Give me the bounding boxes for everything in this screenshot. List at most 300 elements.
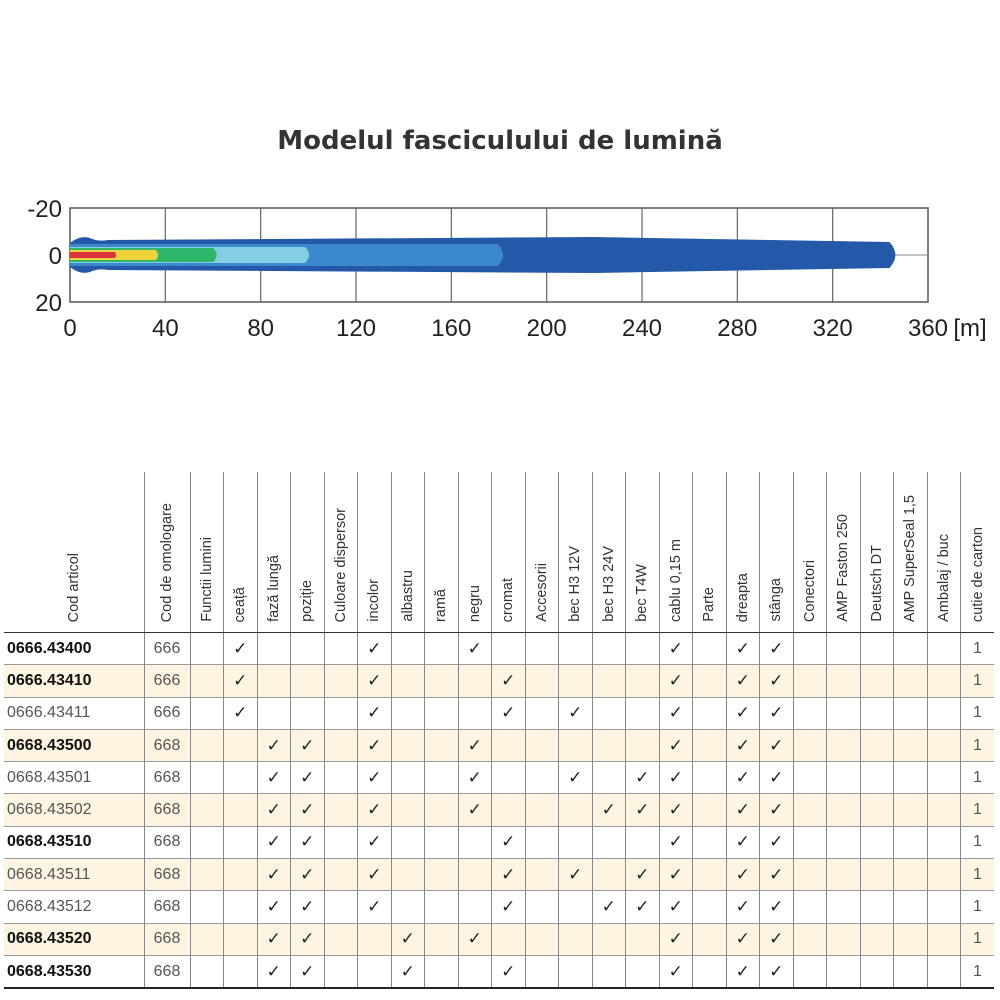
checkmark-icon: ✓ xyxy=(735,800,750,821)
spec-cell xyxy=(492,923,526,955)
spec-cell xyxy=(425,955,459,988)
spec-cell xyxy=(793,633,827,665)
column-header-label: ceață xyxy=(232,586,249,622)
checkmark-icon: ✓ xyxy=(668,735,683,756)
column-header xyxy=(425,472,459,633)
spec-cell xyxy=(927,891,961,923)
spec-cell xyxy=(760,859,794,891)
column-header xyxy=(927,472,961,633)
column-header-label: albastru xyxy=(399,570,416,622)
checkmark-icon: ✓ xyxy=(735,638,750,659)
checkmark-icon: ✓ xyxy=(300,897,315,918)
spec-cell xyxy=(726,665,760,697)
checkmark-icon: ✓ xyxy=(266,864,281,885)
checkmark-icon: ✓ xyxy=(467,929,482,950)
spec-cell xyxy=(860,665,894,697)
column-header-label: Functii lumini xyxy=(198,537,215,622)
spec-cell xyxy=(425,794,459,826)
spec-cell xyxy=(726,633,760,665)
checkmark-icon: ✓ xyxy=(300,864,315,885)
table-row xyxy=(4,891,994,923)
spec-cell xyxy=(760,633,794,665)
homologation-code-cell: 668 xyxy=(144,955,190,988)
quantity-cell: 1 xyxy=(961,826,995,858)
spec-cell xyxy=(793,729,827,761)
checkmark-icon: ✓ xyxy=(735,929,750,950)
checkmark-icon: ✓ xyxy=(467,767,482,788)
spec-cell xyxy=(525,729,559,761)
table-row xyxy=(4,955,994,988)
spec-cell xyxy=(324,891,358,923)
spec-cell xyxy=(257,859,291,891)
spec-cell xyxy=(659,762,693,794)
checkmark-icon: ✓ xyxy=(769,767,784,788)
spec-cell xyxy=(224,729,258,761)
quantity-cell: 1 xyxy=(961,923,995,955)
spec-cell xyxy=(927,923,961,955)
spec-cell xyxy=(525,859,559,891)
checkmark-icon: ✓ xyxy=(668,800,683,821)
spec-cell xyxy=(492,729,526,761)
homologation-code-cell: 668 xyxy=(144,729,190,761)
table-row xyxy=(4,697,994,729)
spec-cell xyxy=(793,697,827,729)
spec-cell xyxy=(425,633,459,665)
spec-cell xyxy=(793,955,827,988)
spec-cell xyxy=(492,955,526,988)
spec-cell xyxy=(458,891,492,923)
spec-cell xyxy=(257,923,291,955)
checkmark-icon: ✓ xyxy=(735,735,750,756)
spec-cell xyxy=(592,923,626,955)
checkmark-icon: ✓ xyxy=(769,832,784,853)
x-tick-label: 120 xyxy=(335,315,377,342)
spec-cell xyxy=(860,859,894,891)
column-header xyxy=(760,472,794,633)
spec-cell xyxy=(559,923,593,955)
spec-cell xyxy=(492,762,526,794)
spec-cell xyxy=(324,955,358,988)
spec-cell xyxy=(324,859,358,891)
spec-cell xyxy=(291,955,325,988)
column-header xyxy=(793,472,827,633)
spec-cell xyxy=(592,697,626,729)
checkmark-icon: ✓ xyxy=(568,767,583,788)
spec-cell xyxy=(391,955,425,988)
spec-cell xyxy=(760,665,794,697)
column-header xyxy=(458,472,492,633)
spec-cell xyxy=(626,891,660,923)
spec-cell xyxy=(391,633,425,665)
column-header xyxy=(894,472,928,633)
homologation-code-cell: 668 xyxy=(144,762,190,794)
checkmark-icon: ✓ xyxy=(769,929,784,950)
article-code-cell: 0668.43530 xyxy=(4,955,144,988)
spec-cell xyxy=(358,762,392,794)
spec-cell xyxy=(659,955,693,988)
spec-cell xyxy=(626,633,660,665)
spec-cell xyxy=(760,826,794,858)
beam-pattern-chart xyxy=(0,190,1000,350)
checkmark-icon: ✓ xyxy=(266,832,281,853)
spec-cell xyxy=(257,826,291,858)
spec-cell xyxy=(190,826,224,858)
checkmark-icon: ✓ xyxy=(300,832,315,853)
spec-cell xyxy=(592,665,626,697)
quantity-cell: 1 xyxy=(961,955,995,988)
spec-cell xyxy=(224,665,258,697)
checkmark-icon: ✓ xyxy=(769,735,784,756)
spec-cell xyxy=(358,826,392,858)
checkmark-icon: ✓ xyxy=(735,670,750,691)
spec-cell xyxy=(793,665,827,697)
checkmark-icon: ✓ xyxy=(400,929,415,950)
quantity-cell: 1 xyxy=(961,729,995,761)
column-header-label: stânga xyxy=(768,578,785,622)
x-tick-label: 360 xyxy=(907,315,949,342)
spec-cell xyxy=(793,923,827,955)
spec-cell xyxy=(324,762,358,794)
checkmark-icon: ✓ xyxy=(300,961,315,982)
spec-cell xyxy=(827,729,861,761)
column-header xyxy=(391,472,425,633)
spec-cell xyxy=(927,794,961,826)
spec-cell xyxy=(291,794,325,826)
checkmark-icon: ✓ xyxy=(501,897,516,918)
spec-cell xyxy=(391,697,425,729)
checkmark-icon: ✓ xyxy=(769,897,784,918)
spec-cell xyxy=(726,923,760,955)
checkmark-icon: ✓ xyxy=(769,670,784,691)
checkmark-icon: ✓ xyxy=(400,961,415,982)
checkmark-icon: ✓ xyxy=(367,864,382,885)
spec-cell xyxy=(726,955,760,988)
spec-cell xyxy=(458,729,492,761)
checkmark-icon: ✓ xyxy=(501,832,516,853)
quantity-cell: 1 xyxy=(961,859,995,891)
homologation-code-cell: 668 xyxy=(144,891,190,923)
checkmark-icon: ✓ xyxy=(467,735,482,756)
spec-cell xyxy=(224,923,258,955)
spec-cell xyxy=(894,762,928,794)
checkmark-icon: ✓ xyxy=(635,767,650,788)
spec-cell xyxy=(760,729,794,761)
checkmark-icon: ✓ xyxy=(501,670,516,691)
spec-cell xyxy=(291,826,325,858)
spec-cell xyxy=(224,859,258,891)
spec-cell xyxy=(291,762,325,794)
spec-cell xyxy=(860,794,894,826)
table-row xyxy=(4,729,994,761)
spec-cell xyxy=(793,762,827,794)
column-header-label: Conectori xyxy=(801,559,818,622)
x-tick-label: 160 xyxy=(431,315,472,342)
article-code-cell: 0668.43501 xyxy=(4,762,144,794)
column-header-label: Culoare dispersor xyxy=(332,507,349,622)
spec-cell xyxy=(324,633,358,665)
spec-cell xyxy=(257,891,291,923)
chart-title: Modelul fasciculului de lumină xyxy=(277,126,723,156)
spec-cell xyxy=(693,891,727,923)
spec-cell xyxy=(894,665,928,697)
spec-cell xyxy=(559,891,593,923)
checkmark-icon: ✓ xyxy=(300,767,315,788)
spec-cell xyxy=(291,697,325,729)
column-header-label: bec H3 24V xyxy=(600,546,617,622)
column-header xyxy=(358,472,392,633)
column-header-label: cromat xyxy=(500,577,517,622)
column-header xyxy=(525,472,559,633)
spec-cell xyxy=(592,826,626,858)
spec-cell xyxy=(827,826,861,858)
y-tick-label: -20 xyxy=(27,196,62,223)
column-header xyxy=(144,472,190,633)
checkmark-icon: ✓ xyxy=(635,897,650,918)
article-code-cell: 0666.43410 xyxy=(4,665,144,697)
checkmark-icon: ✓ xyxy=(568,864,583,885)
spec-cell xyxy=(458,955,492,988)
spec-cell xyxy=(726,794,760,826)
x-tick-label: 200 xyxy=(526,315,567,342)
column-header-label: Parte xyxy=(701,587,718,622)
checkmark-icon: ✓ xyxy=(266,735,281,756)
spec-cell xyxy=(894,729,928,761)
checkmark-icon: ✓ xyxy=(769,800,784,821)
spec-cell xyxy=(927,633,961,665)
x-tick-label: 0 xyxy=(63,315,77,342)
spec-cell xyxy=(693,859,727,891)
checkmark-icon: ✓ xyxy=(735,961,750,982)
spec-cell xyxy=(224,697,258,729)
table-row xyxy=(4,859,994,891)
spec-cell xyxy=(894,826,928,858)
checkmark-icon: ✓ xyxy=(300,735,315,756)
spec-cell xyxy=(927,729,961,761)
spec-cell xyxy=(693,923,727,955)
checkmark-icon: ✓ xyxy=(300,929,315,950)
checkmark-icon: ✓ xyxy=(769,638,784,659)
spec-cell xyxy=(458,859,492,891)
spec-cell xyxy=(425,665,459,697)
checkmark-icon: ✓ xyxy=(367,670,382,691)
spec-cell xyxy=(525,955,559,988)
spec-cell xyxy=(827,697,861,729)
spec-cell xyxy=(190,762,224,794)
checkmark-icon: ✓ xyxy=(735,832,750,853)
spec-cell xyxy=(458,923,492,955)
checkmark-icon: ✓ xyxy=(668,929,683,950)
spec-cell xyxy=(391,762,425,794)
checkmark-icon: ✓ xyxy=(266,767,281,788)
spec-cell xyxy=(592,633,626,665)
spec-cell xyxy=(291,923,325,955)
spec-cell xyxy=(760,794,794,826)
spec-cell xyxy=(190,891,224,923)
spec-cell xyxy=(458,794,492,826)
spec-cell xyxy=(324,665,358,697)
spec-cell xyxy=(827,891,861,923)
spec-cell xyxy=(257,955,291,988)
spec-cell xyxy=(793,794,827,826)
spec-cell xyxy=(659,794,693,826)
spec-cell xyxy=(927,762,961,794)
spec-cell xyxy=(793,891,827,923)
checkmark-icon: ✓ xyxy=(769,961,784,982)
spec-cell xyxy=(592,794,626,826)
spec-cell xyxy=(659,923,693,955)
checkmark-icon: ✓ xyxy=(735,703,750,724)
checkmark-icon: ✓ xyxy=(300,800,315,821)
column-header-label: fază lungă xyxy=(265,555,282,622)
spec-cell xyxy=(291,729,325,761)
homologation-code-cell: 666 xyxy=(144,633,190,665)
spec-cell xyxy=(726,859,760,891)
spec-cell xyxy=(425,729,459,761)
spec-cell xyxy=(760,697,794,729)
column-header-label: negru xyxy=(466,584,483,622)
spec-cell xyxy=(525,891,559,923)
spec-cell xyxy=(726,729,760,761)
spec-cell xyxy=(592,729,626,761)
column-header-label: Deutsch DT xyxy=(868,545,885,622)
column-header xyxy=(659,472,693,633)
spec-cell xyxy=(827,665,861,697)
spec-cell xyxy=(559,762,593,794)
spec-cell xyxy=(860,923,894,955)
spec-cell xyxy=(693,697,727,729)
article-code-cell: 0668.43502 xyxy=(4,794,144,826)
spec-cell xyxy=(358,729,392,761)
spec-cell xyxy=(626,955,660,988)
spec-cell xyxy=(726,826,760,858)
spec-cell xyxy=(659,826,693,858)
spec-cell xyxy=(860,697,894,729)
spec-cell xyxy=(324,697,358,729)
spec-cell xyxy=(927,826,961,858)
article-code-cell: 0666.43400 xyxy=(4,633,144,665)
spec-cell xyxy=(827,859,861,891)
column-header xyxy=(961,472,995,633)
column-header-label: Cod de omologare xyxy=(159,502,175,622)
column-header xyxy=(257,472,291,633)
column-header-label: bec T4W xyxy=(634,564,651,622)
checkmark-icon: ✓ xyxy=(367,832,382,853)
spec-cell xyxy=(257,665,291,697)
checkmark-icon: ✓ xyxy=(501,864,516,885)
checkmark-icon: ✓ xyxy=(601,897,616,918)
spec-cell xyxy=(492,826,526,858)
column-header-label: Cod articol xyxy=(65,552,82,622)
table-row xyxy=(4,762,994,794)
spec-cell xyxy=(827,762,861,794)
spec-cell xyxy=(391,794,425,826)
beam-zone xyxy=(70,252,116,258)
spec-cell xyxy=(291,633,325,665)
checkmark-icon: ✓ xyxy=(668,961,683,982)
spec-cell xyxy=(860,891,894,923)
spec-cell xyxy=(559,729,593,761)
spec-cell xyxy=(224,762,258,794)
column-header xyxy=(827,472,861,633)
checkmark-icon: ✓ xyxy=(501,703,516,724)
checkmark-icon: ✓ xyxy=(769,703,784,724)
spec-cell xyxy=(190,665,224,697)
checkmark-icon: ✓ xyxy=(266,897,281,918)
y-tick-label: 20 xyxy=(35,290,62,317)
checkmark-icon: ✓ xyxy=(601,800,616,821)
spec-cell xyxy=(626,665,660,697)
spec-cell xyxy=(860,729,894,761)
spec-cell xyxy=(626,729,660,761)
homologation-code-cell: 668 xyxy=(144,923,190,955)
checkmark-icon: ✓ xyxy=(668,897,683,918)
spec-cell xyxy=(559,794,593,826)
checkmark-icon: ✓ xyxy=(635,800,650,821)
spec-cell xyxy=(391,826,425,858)
column-header xyxy=(324,472,358,633)
column-header xyxy=(224,472,258,633)
spec-cell xyxy=(693,762,727,794)
spec-cell xyxy=(190,923,224,955)
spec-cell xyxy=(291,665,325,697)
x-tick-label: 320 xyxy=(812,315,853,342)
spec-cell xyxy=(257,762,291,794)
checkmark-icon: ✓ xyxy=(501,961,516,982)
checkmark-icon: ✓ xyxy=(367,767,382,788)
spec-cell xyxy=(860,633,894,665)
spec-cell xyxy=(894,955,928,988)
spec-cell xyxy=(257,697,291,729)
checkmark-icon: ✓ xyxy=(635,864,650,885)
x-tick-label: 240 xyxy=(621,315,663,342)
spec-cell xyxy=(358,859,392,891)
spec-cell xyxy=(760,762,794,794)
spec-cell xyxy=(224,955,258,988)
column-header-label: cablu 0,15 m xyxy=(667,538,684,622)
spec-cell xyxy=(693,826,727,858)
spec-cell xyxy=(190,794,224,826)
column-header-label: poziție xyxy=(299,580,316,622)
column-header-label: Ambalaj / buc xyxy=(935,534,952,622)
spec-cell xyxy=(626,859,660,891)
spec-cell xyxy=(827,955,861,988)
spec-cell xyxy=(425,859,459,891)
spec-cell xyxy=(224,826,258,858)
spec-cell xyxy=(693,633,727,665)
checkmark-icon: ✓ xyxy=(668,703,683,724)
quantity-cell: 1 xyxy=(961,794,995,826)
spec-cell xyxy=(793,859,827,891)
spec-cell xyxy=(793,826,827,858)
column-header xyxy=(4,472,144,633)
table-row xyxy=(4,923,994,955)
spec-cell xyxy=(391,923,425,955)
spec-cell xyxy=(492,859,526,891)
checkmark-icon: ✓ xyxy=(568,703,583,724)
checkmark-icon: ✓ xyxy=(668,670,683,691)
spec-cell xyxy=(659,665,693,697)
spec-cell xyxy=(760,923,794,955)
spec-cell xyxy=(492,697,526,729)
spec-cell xyxy=(391,665,425,697)
spec-cell xyxy=(391,891,425,923)
column-header xyxy=(626,472,660,633)
x-tick-label: 80 xyxy=(247,315,275,342)
spec-cell xyxy=(391,729,425,761)
column-header xyxy=(693,472,727,633)
spec-cell xyxy=(726,697,760,729)
quantity-cell: 1 xyxy=(961,697,995,729)
